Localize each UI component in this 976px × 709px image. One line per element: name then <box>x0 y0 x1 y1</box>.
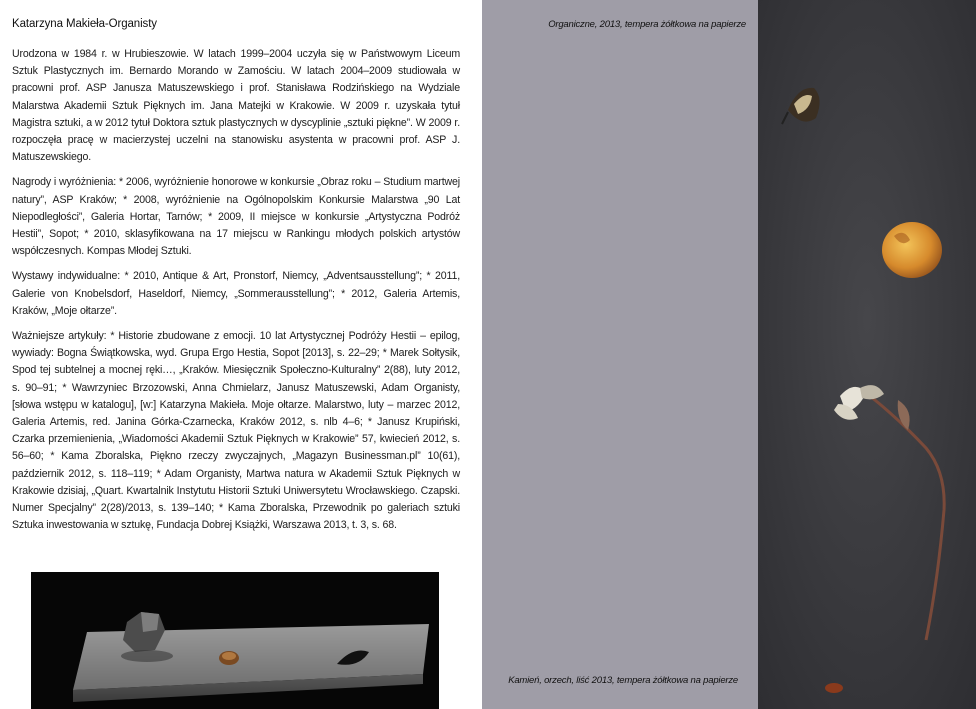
biography-text <box>12 46 460 542</box>
painting-organiczne-art <box>758 0 976 709</box>
painting-stone-nut-leaf-art <box>31 572 439 709</box>
author-name: Katarzyna Makieła-Organisty <box>12 18 157 30</box>
caption-panel <box>482 0 758 709</box>
paragraph-articles: Ważniejsze artykuły: * Historie zbudowane z emocji. 10 lat Artystycznej Podróży Hestii – epilog, wywiady: Bogna Świątkowska, wyd. Grupa Ergo Hestia, Sopot [2013], s. 22–29; * Marek Sołtysik, Spod tej subtelnej a mocnej ręki…, „Kraków. Miesięcznik Społeczno-Kulturalny” 2(88), luty 2012, s. 90–91; * Wawrzyniec Brzozowski, Anna Chmielarz, Janusz Matuszewski, Adam Organisty, [słowa wstępu w katalogu], [w:] Katarzyna Makieła. Moje ołtarze. Malarstwo, luty – marzec 2012, Galeria Artemis, red. Janina Górka-Czarnecka, Kraków 2012, s. nlb 4–6; * Janusz Krupiński, Czarka przemienienia, „Wiadomości Akademii Sztuk Pięknych w Krakowie” 57, kwiecień 2012, s. 56–60; * Kama Zboralska, Piękno rzeczy zwyczajnych, „Magazyn Businessman.pl” 10(61), październik 2012, s. 118–119; * Adam Organisty, Martwa natura w Akademii Sztuk Pięknych w Krakowie dzisiaj, „Quart. Kwartalnik Instytutu Historii Sztuki Uniwersytetu Wrocławskiego. Czapski. Numer Specjalny” 2(28)/2013, s. 139–140; * Kama Zboralska, Przewodnik po galeriach sztuki Sztuka inwestowania w sztukę, Fundacja Dobrej Książki, Warszawa 2013, t. 3, s. 68. <box>12 330 460 532</box>
painting-organiczne <box>758 0 976 709</box>
painting-stone-nut-leaf <box>31 572 439 709</box>
paragraph-exhibitions: Wystawy indywidualne: * 2010, Antique & Art, Pronstorf, Niemcy, „Adventsausstellung”; * 2011, Galerie von Knobelsdorf, Haseldorf, Niemcy, „Sommerausstellung”; * 2012, Galeria Artemis, Kraków, „Moje ołtarze”. <box>12 270 460 317</box>
paragraph-biography: Urodzona w 1984 r. w Hrubieszowie. W latach 1999–2004 uczyła się w Państwowym Liceum Sztuk Plastycznych im. Bernardo Morando w Zamościu. W latach 2004–2009 studiowała w pracowni prof. ASP Janusza Matuszewskiego i prof. Stanisława Rodzińskiego na Wydziale Malarstwa Akademii Sztuk Pięknych im. Jana Matejki w Krakowie. W 2009 r. uzyskała tytuł Magistra sztuki, a w 2012 tytuł Doktora sztuk plastycznych w dyscyplinie „sztuki piękne”. W 2009 r. rozpoczęła pracę w macierzystej uczelni na stanowisku asystenta w pracowni prof. ASP J. Matuszewskiego. <box>12 48 460 164</box>
apple-shape <box>882 222 942 278</box>
caption-bottom: Kamień, orzech, liść 2013, tempera żółtkowa na papierze <box>508 675 738 686</box>
caption-top: Organiczne, 2013, tempera żółtkowa na papierze <box>548 19 746 30</box>
paragraph-awards: Nagrody i wyróżnienia: * 2006, wyróżnienie honorowe w konkursie „Obraz roku – Studium martwej natury”, ASP Kraków; * 2008, wyróżnienie na Ogólnopolskim Konkursie Malarstwa „90 Lat Niepodległości”, Galeria Hortar, Tarnów; * 2009, II miejsce w konkursie „Artystyczna Podróż Hestii”, Sopot; * 2010, sklasyfikowana na 17 miejscu w Rankingu młodych polskich artystów współczesnych. Kompas Młodej Sztuki. <box>12 176 460 258</box>
text-column <box>0 0 482 709</box>
